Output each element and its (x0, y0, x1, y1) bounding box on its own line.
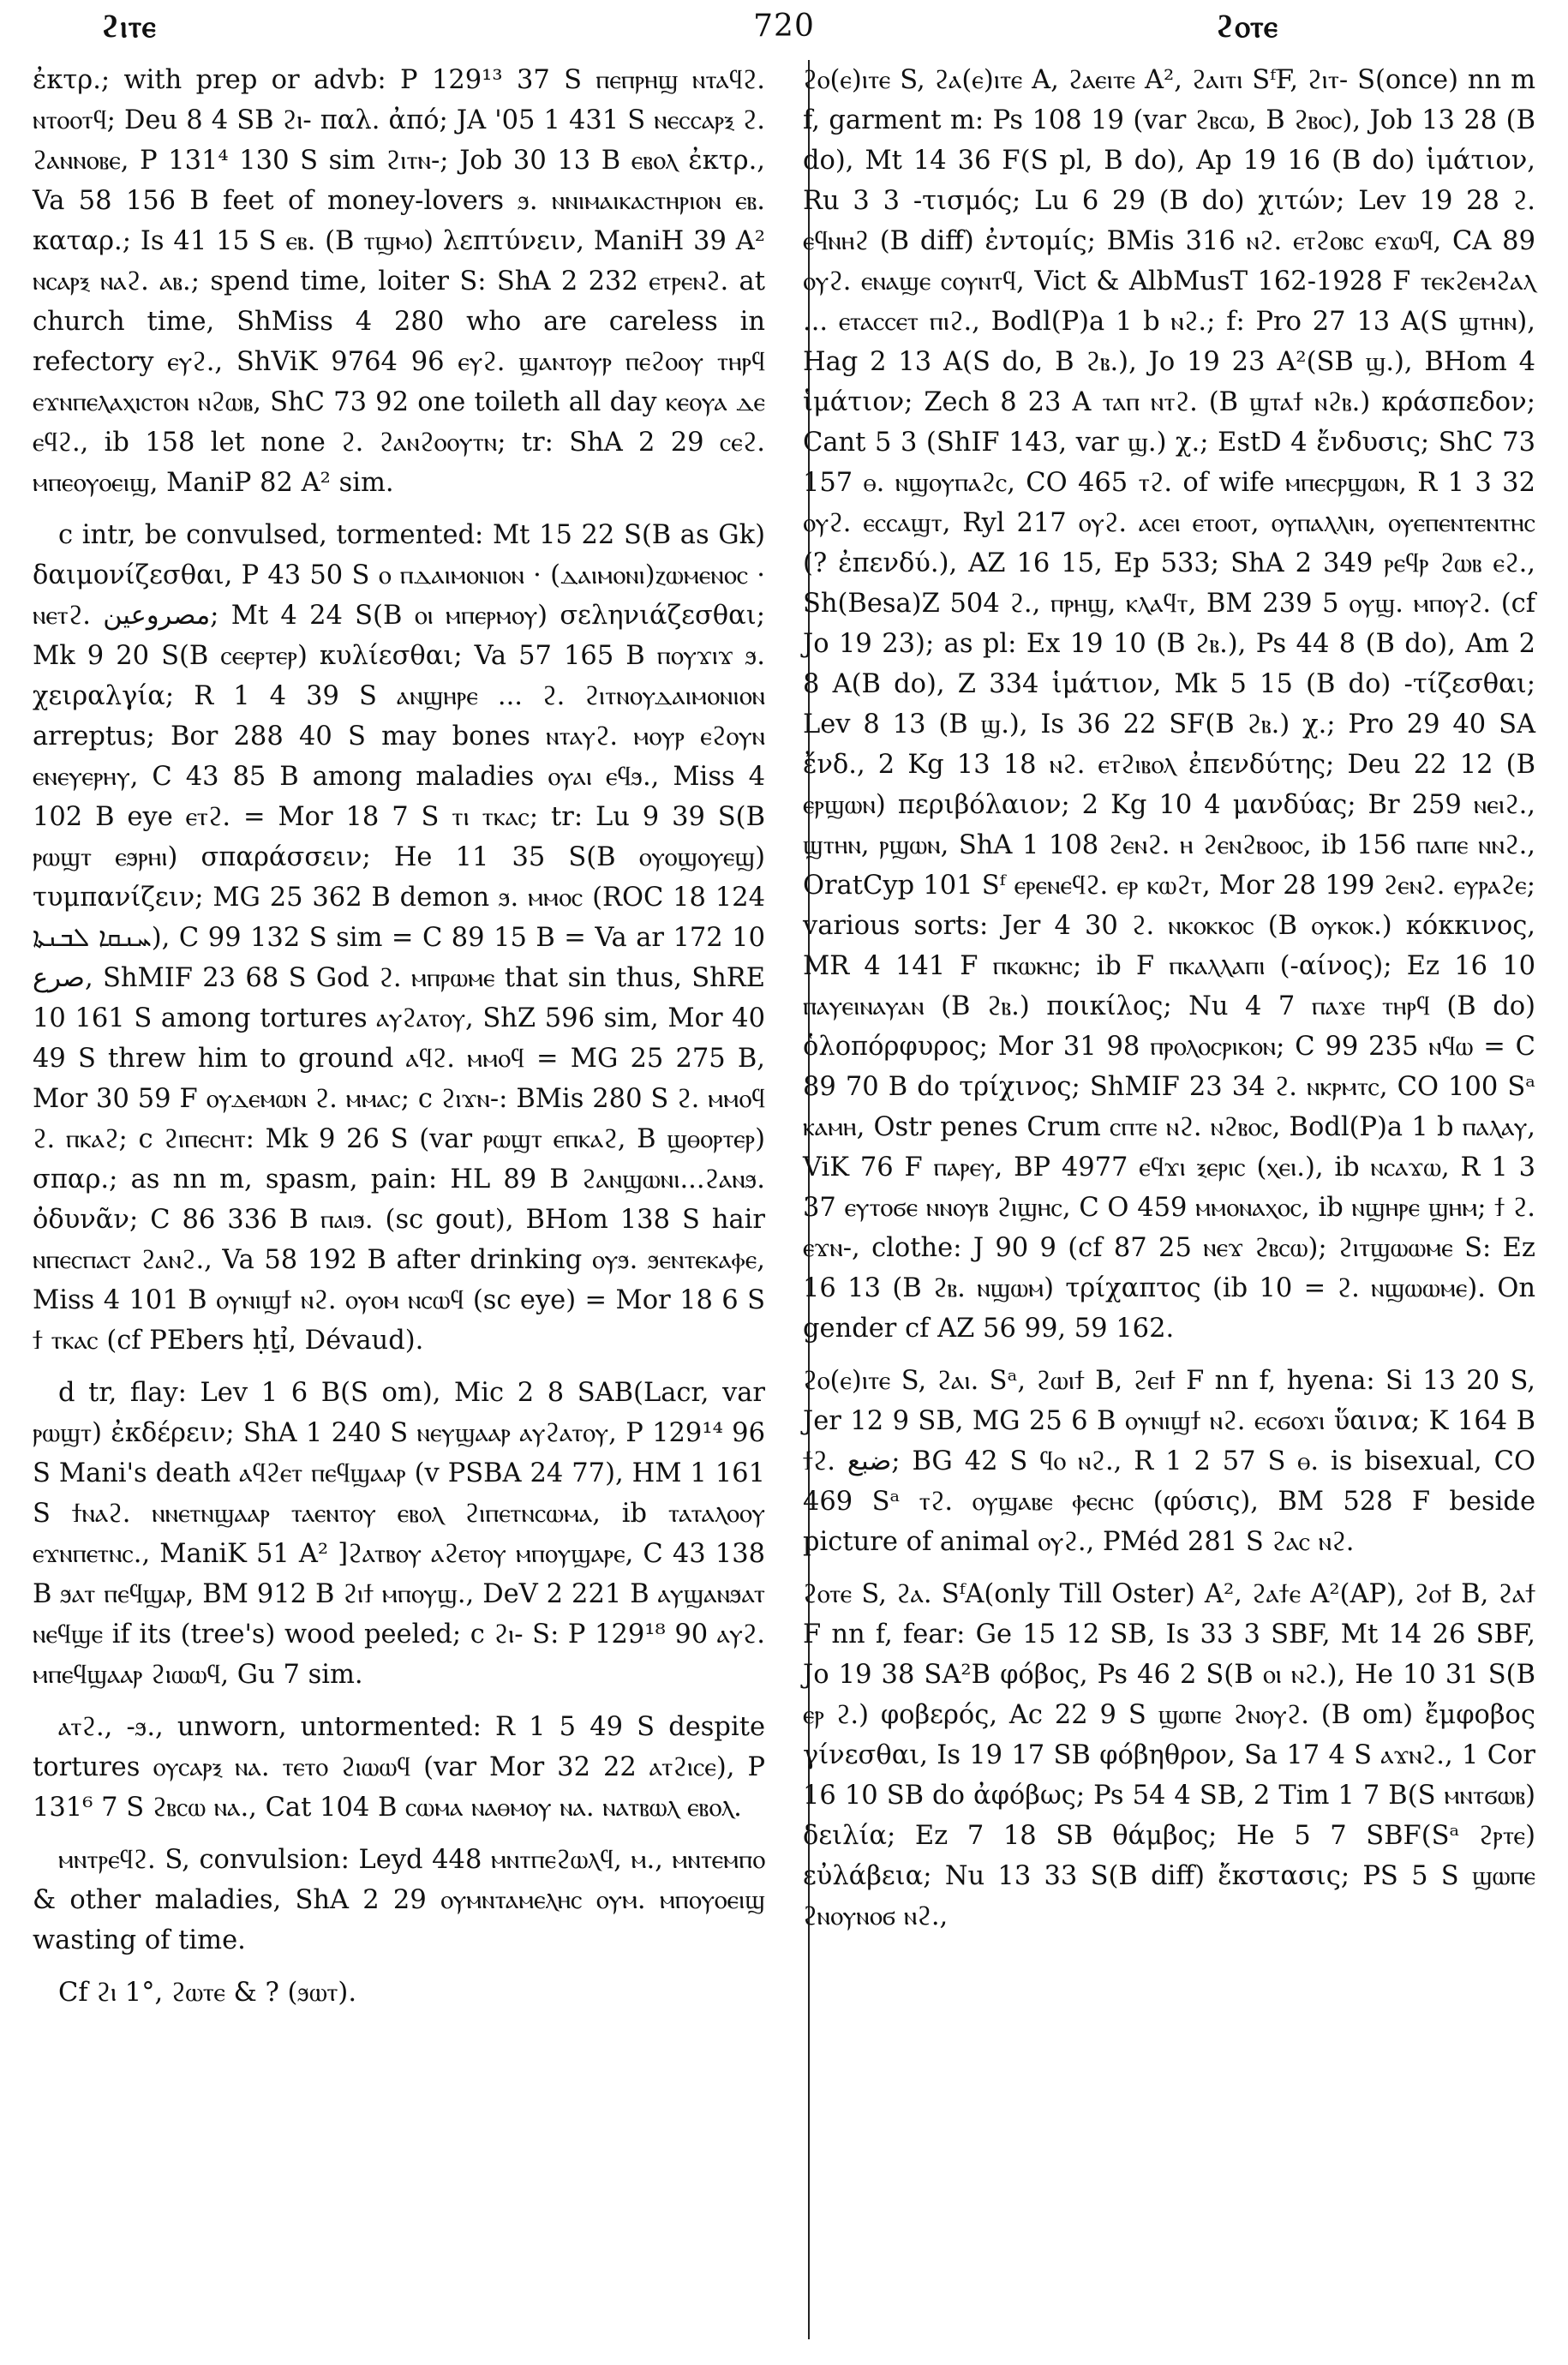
entry-section-d: d tr, flay: Lev 1 6 B(S om), Mic 2 8 SAB(Lacr, var ⲣⲱϣⲧ) ἐκδέρειν; ShA 1 240 S ⲛⲉⲩϣⲁⲁⲣ ⲁⲩϩⲁⲧⲟⲩ, P 129¹⁴ 96 S Mani's death ⲁϥϩⲉⲧ ⲡⲉϥϣⲁⲁⲣ (v PSBA 24 77), HM 1 161 S ϯⲛⲁϩ. ⲛⲛⲉⲧⲛϣⲁⲁⲣ ⲧⲁⲉⲛⲧⲟⲩ ⲉⲃⲟⲗ ϩⲓⲡⲉⲧⲛⲥⲱⲙⲁ, ib ⲧⲁⲧⲁⲗⲟⲟⲩ ⲉϫⲛⲡⲉⲧⲛⲥ., ManiK 51 A² ]ϩⲁⲧⲃⲟⲩ ⲁϩⲉⲧⲟⲩ ⲙⲡⲟⲩϣⲁⲣⲉ, C 43 138 B ϧⲁⲧ ⲡⲉϥϣⲁⲣ, BM 912 B ϩⲓϯ ⲙⲡⲟⲩϣ., DeV 2 221 B ⲁⲩϣⲁⲛϧⲁⲧ ⲛⲉϥϣⲉ if its (tree's) wood peeled; c ϩⲓ- S: P 129¹⁸ 90 ⲁⲩϩ. ⲙⲡⲉϥϣⲁⲁⲣ ϩⲓⲱⲱϥ, Gu 7 sim. (33, 1378, 765, 1690)
entry-fear: ϩⲟⲧⲉ S, ϩⲁ. SᶠA(only Till Oster) A², ϩⲁϯⲉ A²(AP), ϩⲟϯ B, ϩⲁϯ F nn f, fear: Ge 15 12 SB, Is 33 3 SBF, Mt 14 26 SBF, Jo 19 38 SA²B φόβος, Ps 46 2 S(B ⲟⲓ ⲛϩ.), He 10 31 S(B ⲉⲣ ϩ.) φοβερός, Ac 22 9 S ϣⲱⲡⲉ ϩⲛⲟⲩϩ. (B om) ἔμφοβος γίνεσθαι, Is 19 17 SB φόβηθρον, Sa 17 4 S ⲁϫⲛϩ., 1 Cor 16 10 SB do ἀφόβως; Ps 54 4 SB, 2 Tim 1 7 B(S ⲙⲛⲧϭⲱⲃ) δειλία; Ez 7 18 SB θάμβος; He 5 7 SBF(Sᵃ ϩⲣⲧⲉ) εὐλάβεια; Nu 13 33 S(B diff) ἔκστασις; PS 5 S ϣⲱⲡⲉ ϩⲛⲟⲩⲛⲟϭ ⲛϩ., (803, 1579, 1535, 1931)
left-column (33, 60, 765, 2339)
two-column-body (33, 60, 1535, 2339)
entry-derivative-at: ⲁⲧϩ., -ϧ., unworn, untormented: R 1 5 49 S despite tortures ⲟⲩⲥⲁⲣⲝ ⲛⲁ. ⲧⲉⲧⲟ ϩⲓⲱⲱϥ (var Mor 32 22 ⲁⲧϩⲓⲥⲉ), P 131⁶ 7 S ϩⲃⲥⲱ ⲛⲁ., Cat 104 B ⲥⲱⲙⲁ ⲛⲁⲑⲙⲟⲩ ⲛⲁ. ⲛⲁⲧⲃⲱⲗ ⲉⲃⲟⲗ. (33, 1712, 765, 1823)
entry-continuation: ἐκτρ.; with prep or advb: P 129¹³ 37 S ⲡⲉⲡⲣⲏϣ ⲛⲧⲁϥϩ. ⲛⲧⲟⲟⲧϥ; Deu 8 4 SB ϩⲓ- παλ. ἀπό; JA '05 1 431 S ⲛⲉⲥⲥⲁⲣⲝ ϩ. ϩⲁⲛⲛⲟⲃⲉ, P 131⁴ 130 S sim ϩⲓⲧⲛ-; Job 30 13 B ⲉⲃⲟⲗ ἐκτρ., Va 58 156 B feet of money-lovers ϧ. ⲛⲛⲓⲙⲁⲓⲕⲁⲥⲧⲏⲣⲓⲟⲛ ⲉⲃ. καταρ.; Is 41 15 S ⲉⲃ. (B ⲧϣⲙⲟ) λεπτύνειν, ManiH 39 A² ⲛⲥⲁⲣⲝ ⲛⲁϩ. ⲁⲃ.; spend time, loiter S: ShA 2 232 ⲉⲧⲣⲉⲛϩ. at church time, ShMiss 4 280 who are careless in refectory ⲉⲩϩ., ShViK 9764 96 ⲉⲩϩ. ϣⲁⲛⲧⲟⲩⲣ ⲡⲉϩⲟⲟⲩ ⲧⲏⲣϥ ⲉϫⲛⲡⲉⲗⲁⲭⲓⲥⲧⲟⲛ ⲛϩⲱⲃ, ShC 73 92 one toileth all day ⲕⲉⲟⲩⲁ ⲇⲉ ⲉϥϩ., ib 158 let none ϩ. ϩⲁⲛϩⲟⲟⲩⲧⲛ; tr: ShA 2 29 ⲥⲉϩ. ⲙⲡⲉⲟⲩⲟⲉⲓϣ, ManiP 82 A² sim. (33, 65, 765, 498)
page-number: 720 (753, 9, 815, 44)
running-head (33, 9, 1535, 60)
right-headword: ϩⲟⲧⲉ (1215, 9, 1278, 45)
entry-section-c: c intr, be convulsed, tormented: Mt 15 22 S(B as Gk) δαιμονίζεσθαι, P 43 50 S ⲟ ⲡⲇⲁⲓⲙⲟⲛⲓⲟⲛ · (ⲇⲁⲓⲙⲟⲛⲓ)ⲍⲱⲙⲉⲛⲟⲥ · ⲛⲉⲧϩ. مصروعين; Mt 4 24 S(B ⲟⲓ ⲙⲡⲉⲣⲙⲟⲩ) σεληνιάζεσθαι; Mk 9 20 S(B ⲥⲉⲉⲣⲧⲉⲣ) κυλίεσθαι; Va 57 165 B ⲡⲟⲩϫⲓϫ ϧ. χειραλγία; R 1 4 39 S ⲁⲛϣⲏⲣⲉ ... ϩ. ϩⲓⲧⲛⲟⲩⲇⲁⲓⲙⲟⲛⲓⲟⲛ arreptus; Bor 288 40 S may bones ⲛⲧⲁⲩϩ. ⲙⲟⲩⲣ ⲉϩⲟⲩⲛ ⲉⲛⲉⲩⲉⲣⲏⲩ, C 43 85 B among maladies ⲟⲩⲁⲓ ⲉϥϧ., Miss 4 102 B eye ⲉⲧϩ. = Mor 18 7 S ⲧⲓ ⲧⲕⲁⲥ; tr: Lu 9 39 S(B ⲣⲱϣⲧ ⲉϧⲣⲏⲓ) σπαράσσειν; He 11 35 S(B ⲟⲩⲟϣⲟⲩⲉϣ) τυμπανίζειν; MG 25 362 B demon ϧ. ⲙⲙⲟⲥ (ROC 18 124 ܚܢܩܐ ܠܒܢܬܐ), C 99 132 S sim = C 89 15 B = Va ar 172 10 صرع, ShMIF 23 68 S God ϩ. ⲙⲡⲣⲱⲙⲉ that sin thus, ShRE 10 161 S among tortures ⲁⲩϩⲁⲧⲟⲩ, ShZ 596 sim, Mor 40 49 S threw him to ground ⲁϥϩ. ⲙⲙⲟϥ = MG 25 275 B, Mor 30 59 F ⲟⲩⲇⲉⲙⲱⲛ ϩ. ⲙⲙⲁⲥ; c ϩⲓϫⲛ-: BMis 280 S ϩ. ⲙⲙⲟϥ ϩ. ⲡⲕⲁϩ; c ϩⲓⲡⲉⲥⲏⲧ: Mk 9 26 S (var ⲣⲱϣⲧ ⲉⲡⲕⲁϩ, B ϣⲑⲟⲣⲧⲉⲣ) σπαρ.; as nn m, spasm, pain: HL 89 B ϩⲁⲛϣⲱⲛⲓ...ϩⲁⲛϧ. ὀδυνᾶν; C 86 336 B ⲡⲁⲓϧ. (sc gout), BHom 138 S hair ⲛⲡⲉⲥⲡⲁⲥⲧ ϩⲁⲛϩ., Va 58 192 B after drinking ⲟⲩϧ. ϧⲉⲛⲧⲉⲕⲁⲫⲉ, Miss 4 101 B ⲟⲩⲛⲓϣϯ ⲛϩ. ⲟⲩⲟⲙ ⲛⲥⲱϥ (sc eye) = Mor 18 6 S ϯ ⲧⲕⲁⲥ (cf PEbers ḥṯỉ, Dévaud). (33, 520, 765, 1356)
entry-derivative-mntref: ⲙⲛⲧⲣⲉϥϩ. S, convulsion: Leyd 448 ⲙⲛⲧⲡⲉϩⲱⲗϥ, ⲙ., ⲙⲛⲧⲉⲙⲡⲟ & other maladies, ShA 2 29 ⲟⲩⲙⲛⲧⲁⲙⲉⲗⲏⲥ ⲟⲩⲙ. ⲙⲡⲟⲩⲟⲉⲓϣ wasting of time. (33, 1845, 765, 1955)
entry-cross-reference: Cf ϩⲓ 1°, ϩⲱⲧⲉ & ? (ϧⲱⲧ). (58, 1978, 357, 2008)
entry-hyena: ϩⲟ(ⲉ)ⲓⲧⲉ S, ϩⲁⲓ. Sᵃ, ϩⲱⲓϯ B, ϩⲉⲓϯ F nn f, hyena: Si 13 20 S, Jer 12 9 SB, MG 25 6 B ⲟⲩⲛⲓϣϯ ⲛϩ. ⲉⲥϭⲟϫⲓ ὕαινα; K 164 B ϯϩ. ضبع; BG 42 S ϥⲟ ⲛϩ., R 1 2 57 S ⲑ. is bisexual, CO 469 Sᵃ ⲧϩ. ⲟⲩϣⲁⲃⲉ ⲫⲉⲥⲏⲥ (φύσις), BM 528 F beside picture of animal ⲟⲩϩ., PMéd 281 S ϩⲁⲥ ⲛϩ. (803, 1366, 1535, 1557)
left-headword: ϩⲓⲧⲉ (101, 9, 157, 45)
entry-garment: ϩⲟ(ⲉ)ⲓⲧⲉ S, ϩⲁ(ⲉ)ⲓⲧⲉ A, ϩⲁⲉⲓⲧⲉ A², ϩⲁⲓⲧⲓ SᶠF, ϩⲓⲧ- S(once) nn m f, garment m: Ps 108 19 (var ϩⲃⲥⲱ, B ϩⲃⲟⲥ), Job 13 28 (B do), Mt 14 36 F(S pl, B do), Ap 19 16 (B do) ἱμάτιον, Ru 3 3 -τισμός; Lu 6 29 (B do) χιτών; Lev 19 28 ϩ. ⲉϥⲛⲏϩ (B diff) ἐντομίς; BMis 316 ⲛϩ. ⲉⲧϩⲟⲃⲥ ⲉϫⲱϥ, CA 89 ⲟⲩϩ. ⲉⲛⲁϣⲉ ⲥⲟⲩⲛⲧϥ, Vict & AlbMusT 162-1928 F ⲧⲉⲕϩⲉⲙϩⲁⲗ ... ⲉⲧⲁⲥⲥⲉⲧ ⲡⲓϩ., Bodl(P)a 1 b ⲛϩ.; f: Pro 27 13 A(S ϣⲧⲏⲛ), Hag 2 13 A(S do, B ϩⲃ.), Jo 19 23 A²(SB ϣ.), BHom 4 ἱμάτιον; Zech 8 23 A ⲧⲁⲡ ⲛⲧϩ. (B ϣⲧⲁϯ ⲛϩⲃ.) κράσπεδον; Cant 5 3 (ShIF 143, var ϣ.) χ.; EstD 4 ἔνδυσις; ShC 73 157 ⲑ. ⲛϣⲟⲩⲡⲁϩⲥ, CO 465 ⲧϩ. of wife ⲙⲡⲉⲥⲣϣⲱⲛ, R 1 3 32 ⲟⲩϩ. ⲉⲥⲥⲁϣⲧ, Ryl 217 ⲟⲩϩ. ⲁⲥⲉⲓ ⲉⲧⲟⲟⲧ, ⲟⲩⲡⲁⲗⲗⲓⲛ, ⲟⲩⲉⲡⲉⲛⲧⲉⲛⲧⲏⲥ (? ἐπενδύ.), AZ 16 15, Ep 533; ShA 2 349 ⲣⲉϥⲣ ϩⲱⲃ ⲉϩ., Sh(Besa)Z 504 ϩ., ⲡⲣⲏϣ, ⲕⲗⲁϥⲧ, BM 239 5 ⲟⲩϣ. ⲙⲡⲟⲩϩ. (cf Jo 19 23); as pl: Ex 19 10 (B ϩⲃ.), Ps 44 8 (B do), Am 2 8 A(B do), Z 334 ἱμάτιον, Mk 5 15 (B do) -τίζεσθαι; Lev 8 13 (B ϣ.), Is 36 22 SF(B ϩⲃ.) χ.; Pro 29 40 SA ἔνδ., 2 Kg 13 18 ⲛϩ. ⲉⲧϩⲓⲃⲟⲗ ἐπενδύτης; Deu 22 12 (B ⲉⲣϣⲱⲛ) περιβόλαιον; 2 Kg 10 4 μανδύας; Br 259 ⲛⲉⲓϩ., ϣⲧⲏⲛ, ⲣϣⲱⲛ, ShA 1 108 ϩⲉⲛϩ. ⲏ ϩⲉⲛϩⲃⲟⲟⲥ, ib 156 ⲡⲁⲡⲉ ⲛⲛϩ., OratCyp 101 Sᶠ ⲉⲣⲉⲛⲉϥϩ. ⲉⲣ ⲕⲱϩⲧ, Mor 28 199 ϩⲉⲛϩ. ⲉⲩⲣⲁϩⲉ; various sorts: Jer 4 30 ϩ. ⲛⲕⲟⲕⲕⲟⲥ (B ⲟⲩⲕⲟⲕ.) κόκκινος, MR 4 141 F ⲡⲕⲱⲕⲏⲥ; ib F ⲡⲕⲁⲗⲗⲁⲡⲓ (-αίνος); Ez 16 10 ⲡⲁⲩⲉⲓⲛⲁⲩⲁⲛ (B ϩⲃ.) ποικίλος; Nu 4 7 ⲡⲁϫⲉ ⲧⲏⲣϥ (B do) ὁλοπόρφυρος; Mor 31 98 ⲡⲣⲟⲗⲟⲥⲣⲓⲕⲟⲛ; C 99 235 ⲛϥⲱ = C 89 70 B do τρίχινος; ShMIF 23 34 ϩ. ⲛⲕⲣⲙⲧⲥ, CO 100 Sᵃ ⲕⲁⲙⲏ, Ostr penes Crum ⲥⲡⲧⲉ ⲛϩ. ⲛϩⲃⲟⲥ, Bodl(P)a 1 b ⲡⲁⲗⲁⲩ, ViK 76 F ⲡⲁⲣⲉⲩ, BP 4977 ⲉϥϫⲓ ⲝⲉⲣⲓⲥ (ⲭⲉⲓ.), ib ⲛⲥⲁϫⲱ, R 1 3 37 ⲉⲩⲧⲟϭⲉ ⲛⲛⲟⲩⲃ ϩⲓϣⲏⲥ, C O 459 ⲙⲙⲟⲛⲁⲭⲟⲥ, ib ⲛϣⲏⲣⲉ ϣⲏⲙ; ϯ ϩ. ⲉϫⲛ-, clothe: J 90 9 (cf 87 25 ⲛⲉϫ ϩⲃⲥⲱ); ϩⲓⲧϣⲱⲱⲙⲉ S: Ez 16 13 (B ϩⲃ. ⲛϣⲱⲙ) τρίχαπτος (ib 10 = ϩ. ⲛϣⲱⲱⲙⲉ). On gender cf AZ 56 99, 59 162. (803, 65, 1535, 1344)
right-column (803, 60, 1535, 2339)
